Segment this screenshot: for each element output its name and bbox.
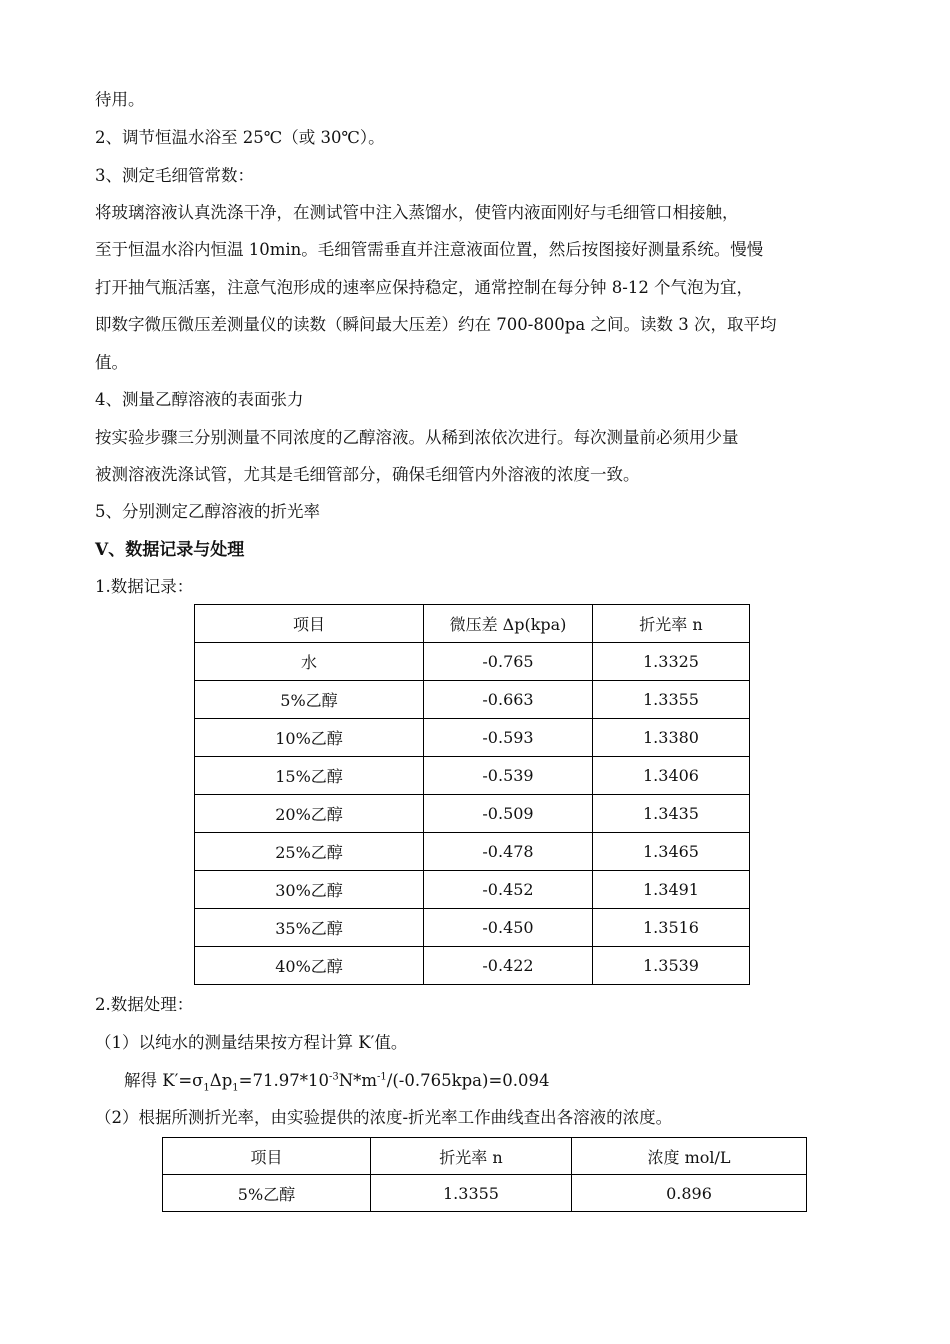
table-cell: 30%乙醇	[195, 871, 424, 909]
formula-text: Δp	[209, 1071, 233, 1090]
formula-superscript: -1	[377, 1071, 387, 1083]
paragraph-text: 即数字微压微压差测量仪的读数（瞬间最大压差）约在 700-800pa 之间。读数 3 次，取平均	[95, 315, 777, 334]
table-cell: 1.3491	[593, 871, 750, 909]
paragraph-text: 待用。	[95, 90, 145, 109]
step-2-processing-text: （2）根据所测折光率，由实验提供的浓度-折光率工作曲线查出各溶液的浓度。	[95, 1108, 673, 1127]
formula-text: N*m	[338, 1071, 378, 1090]
step-2-text: 2、调节恒温水浴至 25℃（或 30℃）。	[95, 128, 385, 147]
column-header: 浓度 mol/L	[572, 1138, 807, 1175]
table-cell: -0.509	[424, 795, 593, 833]
table-header-row	[163, 1138, 807, 1175]
formula-text: 解得 K′=σ	[124, 1071, 204, 1090]
table-cell: 1.3516	[593, 909, 750, 947]
table-cell: -0.422	[424, 947, 593, 985]
concentration-table	[162, 1137, 807, 1212]
table-cell: -0.593	[424, 719, 593, 757]
formula-line	[124, 1071, 550, 1094]
formula-subscript: 1	[203, 1082, 210, 1094]
table-cell: 1.3465	[593, 833, 750, 871]
table-cell: -0.452	[424, 871, 593, 909]
paragraph-text: 被测溶液洗涤试管，尤其是毛细管部分，确保毛细管内外溶液的浓度一致。	[95, 465, 640, 484]
table-cell: 1.3325	[593, 643, 750, 681]
paragraph-text: 打开抽气瓶活塞，注意气泡形成的速率应保持稳定，通常控制在每分钟 8-12 个气泡为宜，	[95, 278, 754, 297]
table-row	[195, 795, 750, 833]
paragraph-text: 按实验步骤三分别测量不同浓度的乙醇溶液。从稀到浓依次进行。每次测量前必须用少量	[95, 428, 739, 447]
table-cell: 5%乙醇	[163, 1175, 371, 1212]
table-cell: 0.896	[572, 1175, 807, 1212]
table-header-row	[195, 605, 750, 643]
table-row	[195, 719, 750, 757]
table-cell: 水	[195, 643, 424, 681]
table-row	[195, 681, 750, 719]
formula-text: /(-0.765kpa)=0.094	[386, 1071, 550, 1090]
table-row	[195, 757, 750, 795]
table-cell: -0.539	[424, 757, 593, 795]
data-processing-label: 2.数据处理：	[95, 995, 194, 1014]
formula-superscript: -3	[328, 1071, 339, 1083]
table-row	[195, 909, 750, 947]
table-cell: 5%乙醇	[195, 681, 424, 719]
step-3-text: 3、测定毛细管常数：	[95, 166, 254, 185]
column-header: 折光率 n	[593, 605, 750, 643]
table-cell: 15%乙醇	[195, 757, 424, 795]
table-cell: 1.3355	[371, 1175, 572, 1212]
paragraph-text: 值。	[95, 353, 128, 372]
column-header: 微压差 Δp(kpa)	[424, 605, 593, 643]
paragraph-text: 将玻璃溶液认真洗涤干净，在测试管中注入蒸馏水，使管内液面刚好与毛细管口相接触，	[95, 203, 739, 222]
column-header: 项目	[195, 605, 424, 643]
column-header: 折光率 n	[371, 1138, 572, 1175]
table-row	[163, 1175, 807, 1212]
table-cell: -0.765	[424, 643, 593, 681]
table-cell: -0.478	[424, 833, 593, 871]
table-row	[195, 947, 750, 985]
table-cell: 40%乙醇	[195, 947, 424, 985]
step-5-text: 5、分别测定乙醇溶液的折光率	[95, 502, 320, 521]
table-cell: 1.3380	[593, 719, 750, 757]
table-row	[195, 643, 750, 681]
section-heading: Ⅴ、数据记录与处理	[95, 540, 245, 560]
table-cell: 1.3539	[593, 947, 750, 985]
step-1-text: （1）以纯水的测量结果按方程计算 K′值。	[95, 1033, 408, 1052]
table-cell: 35%乙醇	[195, 909, 424, 947]
data-record-label: 1.数据记录：	[95, 577, 194, 596]
table-cell: 1.3406	[593, 757, 750, 795]
table-cell: 1.3435	[593, 795, 750, 833]
table-row	[195, 833, 750, 871]
table-cell: 20%乙醇	[195, 795, 424, 833]
table-row	[195, 871, 750, 909]
table-cell: -0.663	[424, 681, 593, 719]
paragraph-text: 至于恒温水浴内恒温 10min。毛细管需垂直并注意液面位置，然后按图接好测量系统。慢慢	[95, 240, 764, 259]
formula-text: =71.97*10	[238, 1071, 329, 1090]
table-cell: 1.3355	[593, 681, 750, 719]
formula-subscript: 1	[232, 1082, 239, 1094]
data-record-table	[194, 604, 750, 985]
table-cell: 10%乙醇	[195, 719, 424, 757]
step-4-text: 4、测量乙醇溶液的表面张力	[95, 390, 304, 409]
table-cell: 25%乙醇	[195, 833, 424, 871]
table-cell: -0.450	[424, 909, 593, 947]
column-header: 项目	[163, 1138, 371, 1175]
